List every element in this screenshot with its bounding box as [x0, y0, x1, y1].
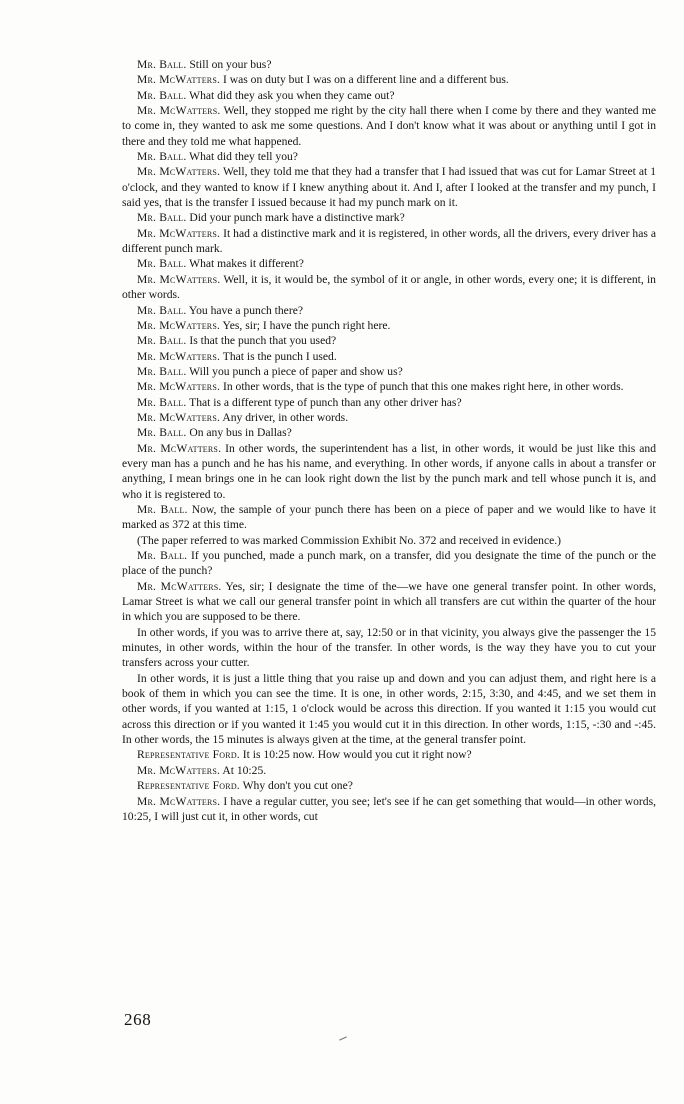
paragraph: [122, 548, 656, 579]
paragraph-text: If you punched, made a punch mark, on a transfer, did you designate the time of the punch or the place of the punch?: [122, 549, 656, 578]
paragraph-text: Well, they stopped me right by the city hall there when I come by there and they wanted me to come in, they wanted to ask me some questions. And I don't know what it was about or anything until I got in there and they told me what happened.: [122, 104, 656, 148]
paragraph: [122, 72, 656, 87]
speaker-name: Mr. Ball.: [137, 58, 187, 71]
paragraph: [122, 533, 656, 548]
paragraph-text: It had a distinctive mark and it is registered, in other words, all the drivers, every driver has a different punch mark.: [122, 226, 656, 256]
speaker-name: Mr. McWatters.: [137, 104, 221, 118]
paragraph-text: Well, it is, it would be, the symbol of it or angle, in other words, every one; it is different, in other words.: [122, 272, 656, 302]
speaker-name: Mr. McWatters.: [137, 794, 221, 808]
paragraph: [122, 88, 656, 103]
paragraph: [122, 226, 656, 257]
paragraph: [122, 164, 656, 210]
paragraph-text: That is a different type of punch than any other driver has?: [186, 395, 462, 409]
paragraph-text: Is that the punch that you used?: [186, 334, 337, 348]
paragraph: [122, 441, 656, 502]
paragraph-text: In other words, that is the type of punch that this one makes right here, in other words.: [220, 380, 624, 394]
paragraph: [122, 318, 656, 333]
speaker-name: Mr. McWatters.: [137, 318, 221, 332]
page-number: 268: [124, 1010, 152, 1029]
paragraph-text: Still on your bus?: [186, 58, 272, 71]
speaker-name: Mr. McWatters.: [137, 579, 222, 593]
speaker-name: Mr. Ball.: [137, 211, 187, 225]
paragraph-text: What did they tell you?: [186, 150, 298, 164]
paragraph: [122, 425, 656, 440]
paragraph-text: In other words, the superintendent has a list, in other words, it would be just like this and every man has a punch and he has his name, and everything. In other words, if anyone calls in about a transfer or anything, I mean brings one in he can look right down the list by the punch mark and tell whose punch it is, and who it is registered to.: [122, 441, 656, 501]
speaker-name: Representative Ford.: [137, 748, 240, 762]
paragraph: [122, 256, 656, 271]
paragraph-text: You have a punch there?: [186, 303, 303, 317]
paragraph: [122, 379, 656, 394]
paragraph-text: What makes it different?: [186, 257, 304, 271]
paragraph: [122, 210, 656, 225]
paragraph-text: Will you punch a piece of paper and show us?: [186, 364, 403, 378]
paragraph: [122, 303, 656, 318]
paragraph: [122, 671, 656, 748]
speaker-name: Mr. Ball.: [137, 150, 187, 164]
print-speck: [339, 1036, 347, 1040]
paragraph-text: At 10:25.: [220, 763, 267, 777]
speaker-name: Mr. McWatters.: [137, 441, 222, 455]
speaker-name: Mr. McWatters.: [137, 410, 221, 424]
paragraph: [122, 794, 656, 825]
speaker-name: Representative Ford.: [137, 779, 240, 793]
speaker-name: Mr. Ball.: [137, 303, 187, 317]
paragraph: [122, 349, 656, 364]
speaker-name: Mr. McWatters.: [137, 380, 221, 394]
paragraph: [122, 778, 656, 793]
paragraph: [122, 747, 656, 762]
testimony-text: [122, 57, 656, 824]
paragraph: [122, 272, 656, 303]
paragraph-text: Now, the sample of your punch there has been on a piece of paper and we would like to have it marked as 372 at this time.: [122, 502, 656, 532]
speaker-name: Mr. McWatters.: [137, 73, 221, 87]
paragraph: [122, 57, 656, 72]
paragraph-text: In other words, it is just a little thing that you raise up and down and you can adjust them, and right here is a book of them in which you can see the time. It is one, in other words, 2:15, 3:30, and 4:45, and we set them in other words, if you wanted at 1:15, 1 o'clock would be across this direction. If you wanted it 1:15 you would cut across this direction or if you wanted it 1:45 you would cut it in this direction. In other words, 1:15, -:30 and -:45. In other words, the 15 minutes is always given at the time, at the general transfer point.: [122, 671, 656, 747]
paragraph: [122, 103, 656, 149]
speaker-name: Mr. McWatters.: [137, 165, 221, 179]
speaker-name: Mr. Ball.: [137, 364, 187, 378]
speaker-name: Mr. Ball.: [137, 502, 188, 516]
paragraph: [122, 579, 656, 625]
paragraph-text: On any bus in Dallas?: [186, 426, 292, 440]
speaker-name: Mr. Ball.: [137, 257, 187, 271]
paragraph: [122, 395, 656, 410]
paragraph-text: Any driver, in other words.: [220, 410, 349, 424]
speaker-name: Mr. McWatters.: [137, 226, 221, 240]
speaker-name: Mr. McWatters.: [137, 272, 221, 286]
paragraph-text: That is the punch I used.: [220, 349, 337, 363]
speaker-name: Mr. Ball.: [137, 549, 188, 562]
paragraph-text: It is 10:25 now. How would you cut it right now?: [239, 748, 472, 762]
paragraph: [122, 364, 656, 379]
paragraph: [122, 410, 656, 425]
paragraph-text: I have a regular cutter, you see; let's see if he can get something that would—in other words, 10:25, I will just cut it, in other words, cut: [122, 794, 656, 823]
speaker-name: Mr. Ball.: [137, 395, 187, 409]
paragraph-text: (The paper referred to was marked Commission Exhibit No. 372 and received in evidence.): [137, 533, 561, 547]
speaker-name: Mr. Ball.: [137, 426, 187, 440]
paragraph-text: In other words, if you was to arrive there at, say, 12:50 or in that vicinity, you always give the passenger the 15 minutes, in other words, within the hour of the transfer. In other words, is the way they have you to cut your transfers across your cutter.: [122, 625, 656, 670]
paragraph-text: What did they ask you when they came out?: [186, 88, 395, 102]
paragraph: [122, 149, 656, 164]
paragraph: [122, 625, 656, 671]
paragraph-text: Yes, sir; I designate the time of the—we have one general transfer point. In other words, Lamar Street is what we call our general transfer point in which all transfers are cut within the quarter of the hour in which you are supposed to be there.: [122, 579, 656, 624]
paragraph: [122, 763, 656, 778]
paragraph-text: Why don't you cut one?: [239, 779, 353, 793]
speaker-name: Mr. McWatters.: [137, 349, 221, 363]
paragraph-text: I was on duty but I was on a different line and a different bus.: [220, 73, 509, 87]
paragraph-text: Did your punch mark have a distinctive mark?: [186, 211, 405, 225]
paragraph-text: Yes, sir; I have the punch right here.: [220, 318, 391, 332]
paragraph: [122, 502, 656, 533]
speaker-name: Mr. McWatters.: [137, 763, 221, 777]
paragraph: [122, 333, 656, 348]
paragraph-text: Well, they told me that they had a transfer that I had issued that was cut for Lamar Street at 1 o'clock, and they wanted to know if I knew anything about it. And I, after I looked at the transfer and my punch, I said yes, that is the transfer I issued because it had my punch mark on it.: [122, 165, 656, 210]
speaker-name: Mr. Ball.: [137, 88, 187, 102]
speaker-name: Mr. Ball.: [137, 334, 187, 348]
